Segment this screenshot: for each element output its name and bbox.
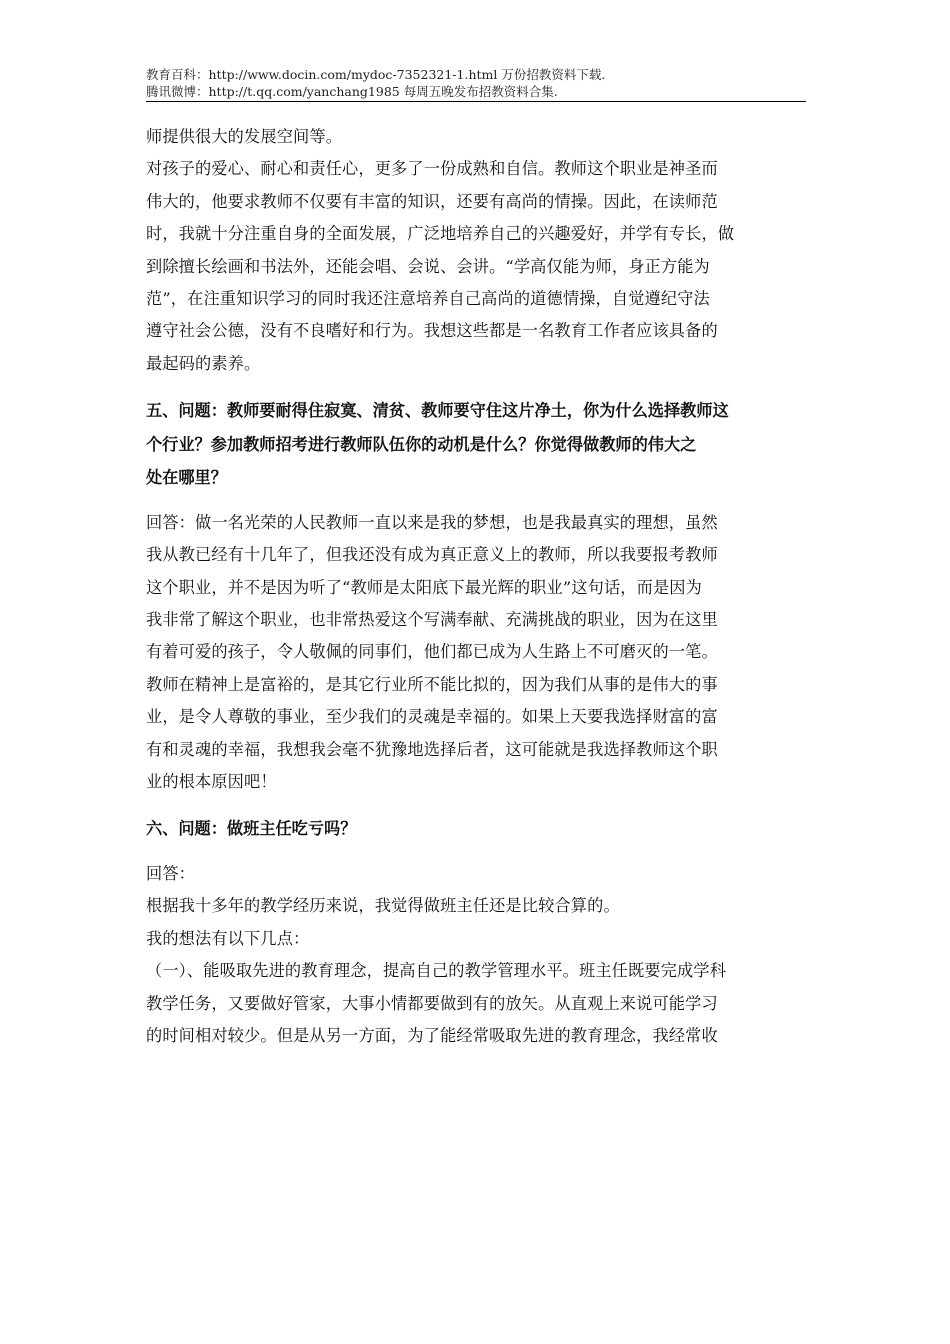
- header-line-docin: 教育百科：http://www.docin.com/mydoc-7352321-1.html 万份招教资料下载.: [146, 67, 606, 82]
- text-line: 回答：: [146, 863, 196, 883]
- text-line: 我的想法有以下几点：: [146, 928, 310, 948]
- text-line: 回答：做一名光荣的人民教师一直以来是我的梦想，也是我最真实的理想，虽然: [146, 512, 718, 532]
- text-line: 我非常了解这个职业，也非常热爱这个写满奉献、充满挑战的职业，因为在这里: [146, 609, 718, 629]
- heading-line: 个行业？参加教师招考进行教师队伍你的动机是什么？你觉得做教师的伟大之: [146, 434, 697, 454]
- header-line-weibo: 腾讯微博：http://t.qq.com/yanchang1985 每周五晚发布招教资料合集.: [146, 84, 558, 99]
- question-five-heading: [146, 394, 808, 495]
- text-line: 到除擅长绘画和书法外，还能会唱、会说、会讲。“学高仅能为师，身正方能为: [146, 256, 710, 276]
- text-line: 我从教已经有十几年了，但我还没有成为真正意义上的教师，所以我要报考教师: [146, 545, 718, 565]
- text-line: 业，是令人尊敬的事业，至少我们的灵魂是幸福的。如果上天要我选择财富的富: [146, 707, 718, 727]
- text-line: 教学任务，又要做好管家，大事小情都要做到有的放矢。从直观上来说可能学习: [146, 993, 718, 1013]
- text-line: 时，我就十分注重自身的全面发展，广泛地培养自己的兴趣爱好，并学有专长，做: [146, 224, 735, 244]
- text-line: 伟大的，他要求教师不仅要有丰富的知识，还要有高尚的情操。因此，在读师范: [146, 191, 718, 211]
- question-six-heading: 六、问题：做班主任吃亏吗？: [146, 819, 357, 839]
- answer-six: [146, 858, 808, 1052]
- page-header: [146, 66, 806, 102]
- text-line: （一）、能吸取先进的教育理念，提高自己的教学管理水平。班主任既要完成学科: [146, 961, 727, 981]
- text-line: 业的根本原因吧！: [146, 772, 277, 791]
- text-line: 有着可爱的孩子，令人敬佩的同事们，他们都已成为人生路上不可磨灭的一笔。: [146, 642, 718, 662]
- document-body: [146, 121, 808, 1052]
- text-line: 对孩子的爱心、耐心和责任心，更多了一份成熟和自信。教师这个职业是神圣而: [146, 159, 718, 179]
- text-line: 教师在精神上是富裕的，是其它行业所不能比拟的，因为我们从事的是伟大的事: [146, 674, 718, 694]
- text-line: 的时间相对较少。但是从另一方面，为了能经常吸取先进的教育理念，我经常收: [146, 1025, 718, 1045]
- answer-five: [146, 507, 808, 799]
- text-line: 这个职业，并不是因为听了“教师是太阳底下最光辉的职业”这句话，而是因为: [146, 577, 702, 597]
- paragraph-continuation: 师提供很大的发展空间等。: [146, 127, 343, 146]
- heading-line: 五、问题：教师要耐得住寂寞、清贫、教师要守住这片净土，你为什么选择教师这: [146, 401, 729, 421]
- paragraph-teacher-qualities: [146, 153, 808, 380]
- text-line: 有和灵魂的幸福，我想我会毫不犹豫地选择后者，这可能就是我选择教师这个职: [146, 739, 718, 759]
- text-line: 遵守社会公德，没有不良嗜好和行为。我想这些都是一名教育工作者应该具备的: [146, 321, 718, 341]
- text-line: 范”，在注重知识学习的同时我还注意培养自己高尚的道德情操，自觉遵纪守法: [146, 289, 710, 309]
- text-line: 最起码的素养。: [146, 353, 261, 373]
- heading-line: 处在哪里？: [146, 468, 227, 488]
- text-line: 根据我十多年的教学经历来说，我觉得做班主任还是比较合算的。: [146, 896, 620, 916]
